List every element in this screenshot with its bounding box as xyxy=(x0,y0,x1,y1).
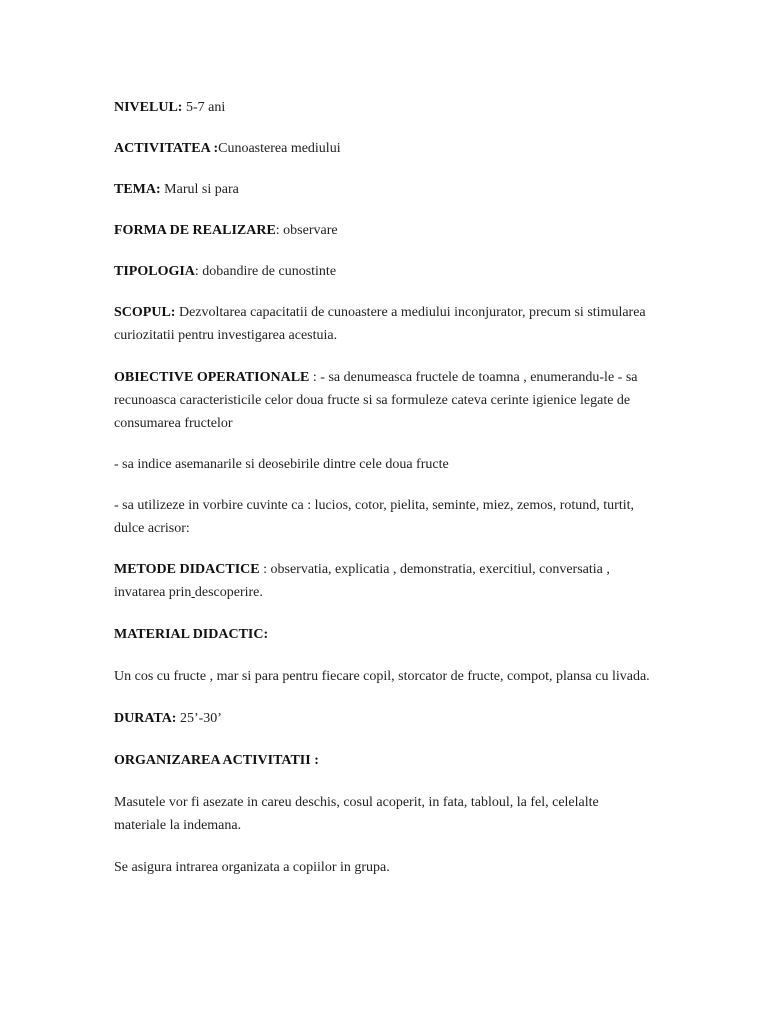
tipologia-value: : dobandire de cunostinte xyxy=(194,264,337,279)
obiective-item-2: - sa indice asemanarile si deosebirile dintre cele doua fructe xyxy=(114,457,449,472)
tema-line xyxy=(114,178,654,201)
material-heading xyxy=(114,623,654,646)
obiective-value: : - sa denumeasca fructele de toamna , enumerandu-le - sa recunoasca caracteristicile celor doua fructe si sa formuleze cateva cerinte igienice legate de consumarea fructelor xyxy=(114,370,638,431)
scopul-paragraph xyxy=(114,301,654,347)
forma-label: FORMA DE REALIZARE xyxy=(114,223,276,238)
scopul-value: Dezvoltarea capacitatii de cunoastere a mediului inconjurator, precum si stimularea curiozitatii pentru investigarea acestuia. xyxy=(114,305,646,343)
metode-label: METODE DIDACTICE xyxy=(114,562,260,577)
obiective-label: OBIECTIVE OPERATIONALE xyxy=(114,370,310,385)
activitatea-line xyxy=(114,137,654,160)
scopul-label: SCOPUL: xyxy=(114,305,176,320)
organizarea-heading xyxy=(114,749,654,772)
obiective-item-3: - sa utilizeze in vorbire cuvinte ca : lucios, cotor, pielita, seminte, miez, zemos, rotund, turtit, dulce acrisor: xyxy=(114,498,635,536)
tipologia-line xyxy=(114,260,654,283)
material-label: MATERIAL DIDACTIC: xyxy=(114,627,269,642)
activitatea-label: ACTIVITATEA : xyxy=(114,141,219,156)
forma-value: : observare xyxy=(275,223,338,238)
tema-label: TEMA: xyxy=(114,182,161,197)
organizarea-label: ORGANIZAREA ACTIVITATII : xyxy=(114,753,319,768)
durata-value: 25’-30’ xyxy=(176,711,222,726)
metode-paragraph xyxy=(114,558,654,604)
metode-value-end: descoperire. xyxy=(194,585,263,600)
document-page xyxy=(114,96,654,879)
nivelul-line xyxy=(114,96,654,119)
activitatea-value: Cunoasterea mediului xyxy=(218,141,341,156)
material-paragraph: Un cos cu fructe , mar si para pentru fiecare copil, storcator de fructe, compot, plansa cu livada. xyxy=(114,669,650,684)
durata-label: DURATA: xyxy=(114,711,177,726)
obiective-paragraph xyxy=(114,366,654,435)
nivelul-label: NIVELUL: xyxy=(114,100,183,115)
tema-value: Marul si para xyxy=(160,182,239,197)
organizarea-paragraph-2: Se asigura intrarea organizata a copiilor in grupa. xyxy=(114,860,390,875)
forma-line xyxy=(114,219,654,242)
durata-line xyxy=(114,707,654,730)
nivelul-value: 5-7 ani xyxy=(182,100,226,115)
tipologia-label: TIPOLOGIA xyxy=(114,264,195,279)
metode-value: : observatia, explicatia , demonstratia, exercitiul, conversatia , invatarea prin xyxy=(114,562,610,600)
organizarea-paragraph-1: Masutele vor fi asezate in careu deschis, cosul acoperit, in fata, tabloul, la fel, celelalte materiale la indemana. xyxy=(114,795,599,833)
